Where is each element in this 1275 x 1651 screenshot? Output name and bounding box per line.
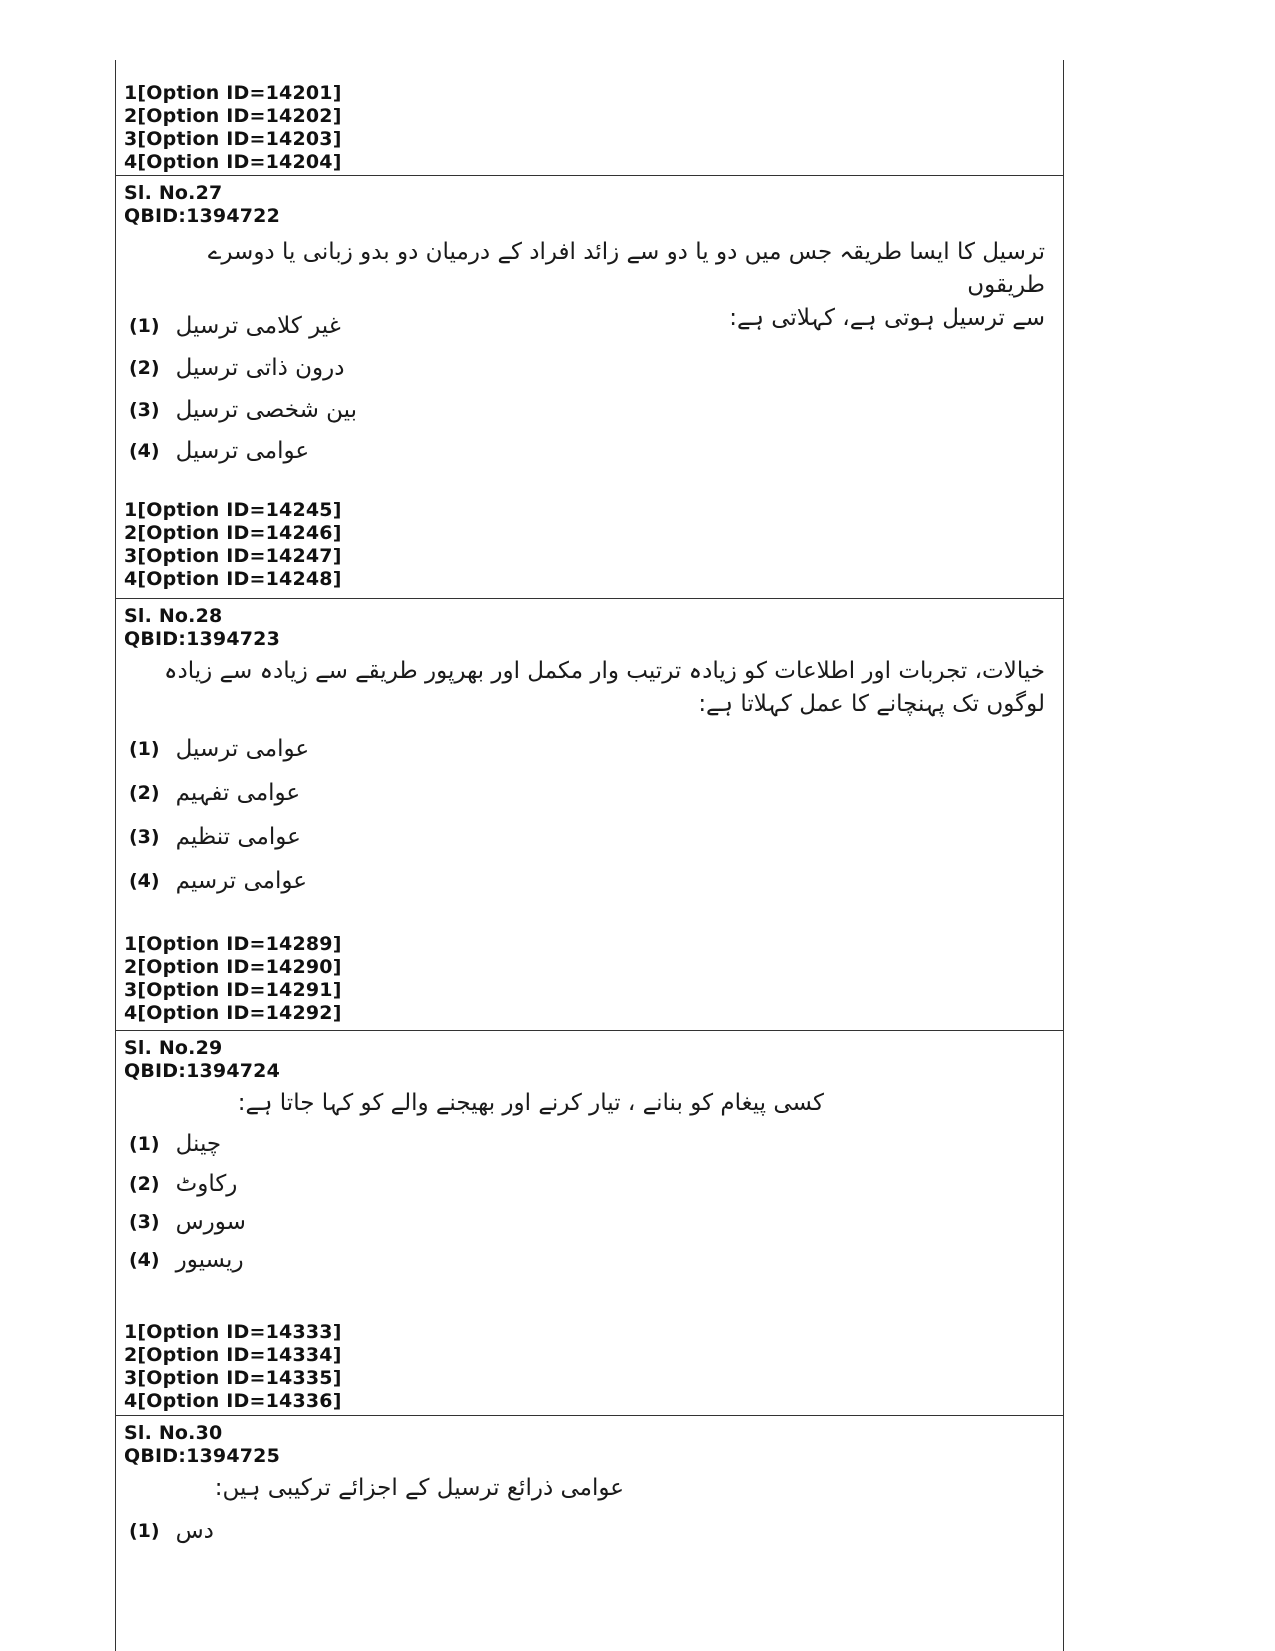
option-number: (2) — [129, 1173, 160, 1195]
question-header — [116, 1422, 280, 1468]
question-text — [124, 1472, 624, 1505]
option-text: عوامی ترسیم — [175, 868, 308, 894]
option-text: غیر کلامی ترسیل — [175, 313, 341, 339]
question-line: لوگوں تک پہنچانے کا عمل کہلاتا ہے: — [698, 691, 1045, 717]
option-text: بین شخصی ترسیل — [175, 397, 358, 423]
option-id-line: 3[Option ID=14291] — [124, 979, 342, 1001]
qbid: QBID:1394722 — [124, 205, 281, 227]
question-header — [116, 182, 280, 228]
qbid: QBID:1394723 — [124, 628, 281, 650]
option-row — [129, 392, 357, 428]
question-line: خیالات، تجربات اور اطلاعات کو زیادہ ترتیب وار مکمل اور بھرپور طریقے سے زیادہ سے زیادہ — [163, 658, 1045, 684]
option-row — [129, 819, 301, 855]
qbid: QBID:1394724 — [124, 1060, 281, 1082]
option-row — [129, 308, 341, 344]
question-block-27 — [116, 175, 1063, 598]
option-number: (3) — [129, 399, 160, 421]
question-block-28 — [116, 598, 1063, 1030]
question-block-29 — [116, 1030, 1063, 1415]
option-id-line: 2[Option ID=14202] — [124, 105, 342, 127]
qbid: QBID:1394725 — [124, 1445, 281, 1467]
option-row — [129, 1126, 221, 1162]
option-number: (2) — [129, 357, 160, 379]
option-text: عوامی تنظیم — [175, 824, 301, 850]
option-text: چینل — [175, 1131, 222, 1157]
option-text: عوامی ترسیل — [175, 736, 310, 762]
question-block-30 — [116, 1415, 1063, 1651]
option-ids — [116, 1321, 342, 1413]
serial-number: Sl. No.28 — [124, 605, 223, 627]
option-number: (1) — [129, 1520, 160, 1542]
option-id-line: 3[Option ID=14247] — [124, 545, 342, 567]
option-text: سورس — [175, 1209, 246, 1235]
question-text — [124, 1087, 824, 1120]
option-text: درون ذاتی ترسیل — [175, 355, 345, 381]
option-number: (4) — [129, 440, 160, 462]
option-number: (2) — [129, 782, 160, 804]
option-row — [129, 1204, 246, 1240]
option-ids — [116, 499, 342, 591]
option-id-line: 4[Option ID=14204] — [124, 151, 342, 173]
option-row — [129, 1513, 214, 1549]
option-row — [129, 731, 309, 767]
option-row — [129, 1242, 244, 1278]
option-id-line: 1[Option ID=14245] — [124, 499, 342, 521]
option-id-line: 1[Option ID=14289] — [124, 933, 342, 955]
option-id-line: 3[Option ID=14335] — [124, 1367, 342, 1389]
option-id-line: 1[Option ID=14333] — [124, 1321, 342, 1343]
option-id-line: 4[Option ID=14336] — [124, 1390, 342, 1412]
question-line: ترسیل کا ایسا طریقہ جس میں دو یا دو سے زائد افراد کے درمیان دو بدو زبانی یا دوسرے طریقوں — [207, 239, 1045, 298]
option-row — [129, 433, 309, 469]
option-id-line: 2[Option ID=14290] — [124, 956, 342, 978]
question-line: عوامی ذرائع ترسیل کے اجزائے ترکیبی ہیں: — [214, 1475, 624, 1501]
option-text: ریسیور — [175, 1247, 244, 1273]
option-number: (1) — [129, 738, 160, 760]
option-id-line: 4[Option ID=14292] — [124, 1002, 342, 1024]
question-header — [116, 605, 280, 651]
option-id-line: 2[Option ID=14246] — [124, 522, 342, 544]
option-number: (3) — [129, 1211, 160, 1233]
option-text: عوامی ترسیل — [175, 438, 310, 464]
option-text: دس — [175, 1518, 214, 1544]
question-line: سے ترسیل ہوتی ہے، کہلاتی ہے: — [729, 305, 1045, 331]
option-text: رکاوٹ — [175, 1171, 238, 1197]
serial-number: Sl. No.29 — [124, 1037, 223, 1059]
option-row — [129, 350, 345, 386]
serial-number: Sl. No.30 — [124, 1422, 223, 1444]
option-text: عوامی تفہیم — [175, 780, 301, 806]
question-line: کسی پیغام کو بنانے ، تیار کرنے اور بھیجنے والے کو کہا جاتا ہے: — [237, 1090, 824, 1116]
previous-question-option-ids — [116, 82, 1063, 174]
question-paper-frame — [115, 60, 1064, 1651]
option-ids — [116, 933, 342, 1025]
option-id-line: 3[Option ID=14203] — [124, 128, 342, 150]
option-id-line: 4[Option ID=14248] — [124, 568, 342, 590]
question-header — [116, 1037, 280, 1083]
question-text — [124, 655, 1045, 721]
serial-number: Sl. No.27 — [124, 182, 223, 204]
option-row — [129, 1166, 237, 1202]
option-number: (4) — [129, 870, 160, 892]
option-number: (3) — [129, 826, 160, 848]
option-id-line: 1[Option ID=14201] — [124, 82, 342, 104]
option-row — [129, 863, 307, 899]
option-number: (1) — [129, 1133, 160, 1155]
option-row — [129, 775, 300, 811]
option-number: (1) — [129, 315, 160, 337]
option-id-line: 2[Option ID=14334] — [124, 1344, 342, 1366]
option-number: (4) — [129, 1249, 160, 1271]
